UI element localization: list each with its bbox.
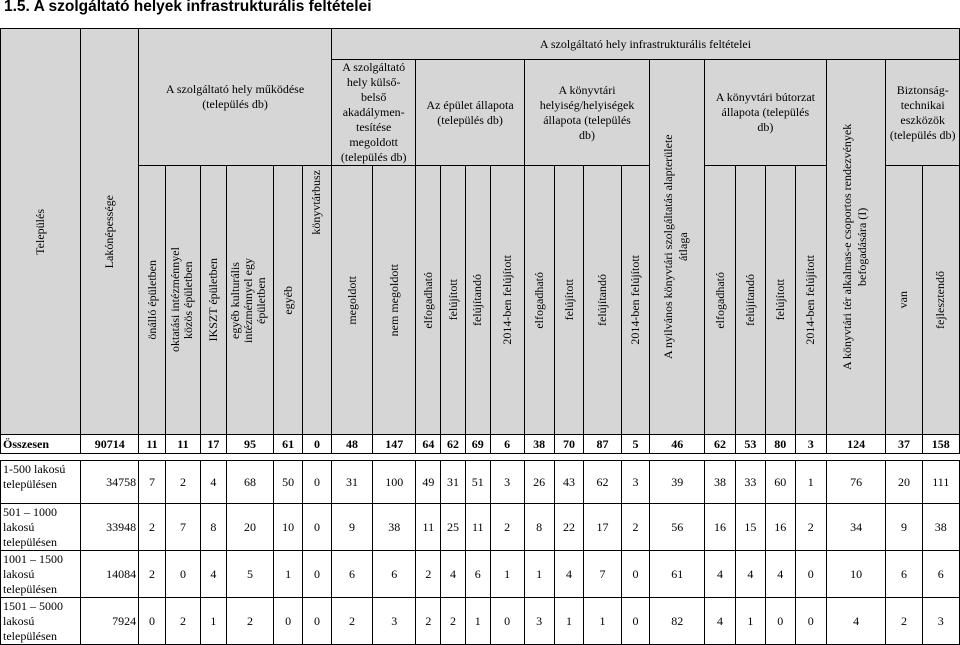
header-mukodes-group: A szolgáltató hely működése (település db) <box>139 29 332 166</box>
table-cell: 1 <box>490 551 524 598</box>
table-cell: 38 <box>922 504 959 551</box>
table-cell: 17 <box>584 504 621 551</box>
table-cell: 38 <box>705 461 736 504</box>
table-cell: 3 <box>373 598 416 645</box>
table-cell: 2 <box>226 598 273 645</box>
table-cell: 2 <box>621 504 650 551</box>
table-cell: 1 <box>554 598 584 645</box>
table-cell: 3 <box>524 598 554 645</box>
total-cell: 80 <box>765 435 795 454</box>
total-cell: 17 <box>200 435 226 454</box>
table-cell: 8 <box>200 504 226 551</box>
table-cell: 6 <box>373 551 416 598</box>
total-cell: 158 <box>922 435 959 454</box>
table-cell: 2 <box>416 598 441 645</box>
table-cell: 4 <box>735 551 765 598</box>
col-ikszt: IKSZT épületben <box>200 166 226 435</box>
table-cell: 10 <box>274 504 303 551</box>
table-cell: 10 <box>826 551 886 598</box>
table-cell: 4 <box>200 461 226 504</box>
table-cell: 2 <box>165 461 200 504</box>
table-cell: 2 <box>886 598 922 645</box>
table-cell: 2 <box>139 504 166 551</box>
table-cell: 7 <box>584 551 621 598</box>
col-epulet-2014: 2014-ben felújított <box>490 166 524 435</box>
table-cell: 43 <box>554 461 584 504</box>
table-cell: 20 <box>226 504 273 551</box>
header-butorzat-group: A könyvtári bútorzat állapota (település db) <box>705 60 827 166</box>
table-cell: 7 <box>165 504 200 551</box>
table-cell: 82 <box>650 598 705 645</box>
table-cell: 6 <box>922 551 959 598</box>
population-cell: 34758 <box>81 461 139 504</box>
col-helyiseg-elfogadhato: elfogadható <box>524 166 554 435</box>
total-cell: 3 <box>795 435 826 454</box>
table-cell: 6 <box>465 551 490 598</box>
col-van: van <box>886 166 922 435</box>
table-cell: 4 <box>705 551 736 598</box>
table-cell: 9 <box>331 504 372 551</box>
population-cell: 33948 <box>81 504 139 551</box>
table-cell: 2 <box>441 598 466 645</box>
header-akadaly-group: A szolgáltató hely külső-belső akadálymen-tesítése megoldott (település db) <box>331 60 416 166</box>
spacer-row <box>1 454 960 461</box>
header-alapterulet: A nyilvános könyvtári szolgáltatás alapterülete átlaga <box>650 60 705 435</box>
table-cell: 2 <box>795 504 826 551</box>
total-label: Összesen <box>1 435 81 454</box>
table-cell: 6 <box>886 551 922 598</box>
table-cell: 26 <box>524 461 554 504</box>
header-biztonsag-group: Biztonság-technikai eszközök (település db) <box>886 60 960 166</box>
total-cell: 37 <box>886 435 922 454</box>
col-oktatasi: oktatási intézménnyel közös épületben <box>165 166 200 435</box>
col-onallo: önálló épületben <box>139 166 166 435</box>
table-cell: 33 <box>735 461 765 504</box>
table-cell: 1 <box>524 551 554 598</box>
table-cell: 4 <box>441 551 466 598</box>
header-helyiseg-group: A könyvtári helyiség/helyiségek állapota (település db) <box>524 60 650 166</box>
header-lakonepesseg: Lakónépessége <box>81 29 139 435</box>
total-cell: 90714 <box>81 435 139 454</box>
col-egyeb-kulturalis: egyéb kulturális intézménnyel egy épületben <box>226 166 273 435</box>
table-cell: 4 <box>765 551 795 598</box>
table-cell: 49 <box>416 461 441 504</box>
table-cell: 0 <box>621 551 650 598</box>
header-row-1 <box>1 29 960 60</box>
table-cell: 0 <box>303 598 332 645</box>
table-cell: 1 <box>465 598 490 645</box>
row-label: 1-500 lakosú településen <box>1 461 81 504</box>
table-cell: 0 <box>303 551 332 598</box>
col-helyiseg-felujitott: felújított <box>554 166 584 435</box>
total-cell: 46 <box>650 435 705 454</box>
table-cell: 50 <box>274 461 303 504</box>
table-cell: 31 <box>331 461 372 504</box>
col-butorzat-felujitando: felújítandó <box>735 166 765 435</box>
col-konyvtarbusz: könyvtárbusz <box>303 166 332 435</box>
col-helyiseg-2014: 2014-ben felújított <box>621 166 650 435</box>
table-cell: 1 <box>274 551 303 598</box>
table-cell: 100 <box>373 461 416 504</box>
total-cell: 87 <box>584 435 621 454</box>
total-cell: 69 <box>465 435 490 454</box>
table-cell: 34 <box>826 504 886 551</box>
table-cell: 1 <box>735 598 765 645</box>
table-cell: 0 <box>303 504 332 551</box>
table-cell: 4 <box>554 551 584 598</box>
table-cell: 3 <box>922 598 959 645</box>
table-cell: 2 <box>331 598 372 645</box>
row-label: 1501 – 5000 lakosú településen <box>1 598 81 645</box>
table-row <box>1 598 960 645</box>
total-cell: 11 <box>165 435 200 454</box>
table-cell: 25 <box>441 504 466 551</box>
col-nem-megoldott: nem megoldott <box>373 166 416 435</box>
table-cell: 61 <box>650 551 705 598</box>
table-cell: 38 <box>373 504 416 551</box>
col-epulet-elfogadhato: elfogadható <box>416 166 441 435</box>
total-cell: 38 <box>524 435 554 454</box>
table-cell: 0 <box>621 598 650 645</box>
table-cell: 0 <box>765 598 795 645</box>
table-cell: 0 <box>795 551 826 598</box>
table-cell: 4 <box>200 551 226 598</box>
total-cell: 48 <box>331 435 372 454</box>
row-label: 501 – 1000 lakosú településen <box>1 504 81 551</box>
table-cell: 16 <box>705 504 736 551</box>
total-cell: 62 <box>441 435 466 454</box>
table-cell: 1 <box>584 598 621 645</box>
col-butorzat-2014: 2014-ben felújított <box>795 166 826 435</box>
col-epulet-felujitott: felújított <box>441 166 466 435</box>
header-row-3 <box>1 166 960 435</box>
table-cell: 0 <box>490 598 524 645</box>
table-cell: 15 <box>735 504 765 551</box>
total-cell: 53 <box>735 435 765 454</box>
table-cell: 1 <box>200 598 226 645</box>
population-cell: 7924 <box>81 598 139 645</box>
total-cell: 5 <box>621 435 650 454</box>
total-cell: 70 <box>554 435 584 454</box>
table-cell: 4 <box>705 598 736 645</box>
table-cell: 20 <box>886 461 922 504</box>
table-row <box>1 461 960 504</box>
table-cell: 0 <box>795 598 826 645</box>
total-cell: 6 <box>490 435 524 454</box>
header-konyvtarter: A könyvtári tér alkalmas-e csoportos rendezvények befogadására (I) <box>826 60 886 435</box>
col-fejlesztendo: fejlesztendő <box>922 166 959 435</box>
table-cell: 8 <box>524 504 554 551</box>
total-cell: 11 <box>139 435 166 454</box>
header-infra-group: A szolgáltató hely infrastrukturális feltételei <box>331 29 959 60</box>
table-cell: 31 <box>441 461 466 504</box>
population-cell: 14084 <box>81 551 139 598</box>
table-cell: 0 <box>139 598 166 645</box>
total-cell: 124 <box>826 435 886 454</box>
table-cell: 76 <box>826 461 886 504</box>
table-cell: 16 <box>765 504 795 551</box>
table-cell: 5 <box>226 551 273 598</box>
table-cell: 51 <box>465 461 490 504</box>
table-cell: 0 <box>303 461 332 504</box>
total-cell: 62 <box>705 435 736 454</box>
table-cell: 22 <box>554 504 584 551</box>
table-cell: 11 <box>416 504 441 551</box>
table-cell: 4 <box>826 598 886 645</box>
total-cell: 0 <box>303 435 332 454</box>
row-label: 1001 – 1500 lakosú településen <box>1 551 81 598</box>
table-cell: 1 <box>795 461 826 504</box>
table-cell: 56 <box>650 504 705 551</box>
table-row <box>1 551 960 598</box>
table-cell: 2 <box>416 551 441 598</box>
col-butorzat-elfogadhato: elfogadható <box>705 166 736 435</box>
table-cell: 9 <box>886 504 922 551</box>
col-epulet-felujitando: felújítandó <box>465 166 490 435</box>
infrastructure-table <box>0 28 960 645</box>
table-cell: 0 <box>165 551 200 598</box>
total-cell: 61 <box>274 435 303 454</box>
page-title: 1.5. A szolgáltató helyek infrastrukturális feltételei <box>4 0 372 15</box>
table-cell: 6 <box>331 551 372 598</box>
col-egyeb: egyéb <box>274 166 303 435</box>
table-cell: 111 <box>922 461 959 504</box>
total-cell: 147 <box>373 435 416 454</box>
table-cell: 2 <box>139 551 166 598</box>
table-cell: 62 <box>584 461 621 504</box>
total-cell: 95 <box>226 435 273 454</box>
col-butorzat-felujitott: felújított <box>765 166 795 435</box>
table-cell: 3 <box>621 461 650 504</box>
table-cell: 39 <box>650 461 705 504</box>
header-telepules: Település <box>1 29 81 435</box>
col-helyiseg-felujitando: felújítandó <box>584 166 621 435</box>
total-cell: 64 <box>416 435 441 454</box>
total-row <box>1 435 960 454</box>
table-row <box>1 504 960 551</box>
table-cell: 0 <box>274 598 303 645</box>
table-cell: 2 <box>490 504 524 551</box>
table-cell: 7 <box>139 461 166 504</box>
table-cell: 60 <box>765 461 795 504</box>
table-cell: 3 <box>490 461 524 504</box>
header-epulet-group: Az épület állapota (település db) <box>416 60 524 166</box>
table-cell: 68 <box>226 461 273 504</box>
col-megoldott: megoldott <box>331 166 372 435</box>
table-cell: 11 <box>465 504 490 551</box>
table-cell: 2 <box>165 598 200 645</box>
